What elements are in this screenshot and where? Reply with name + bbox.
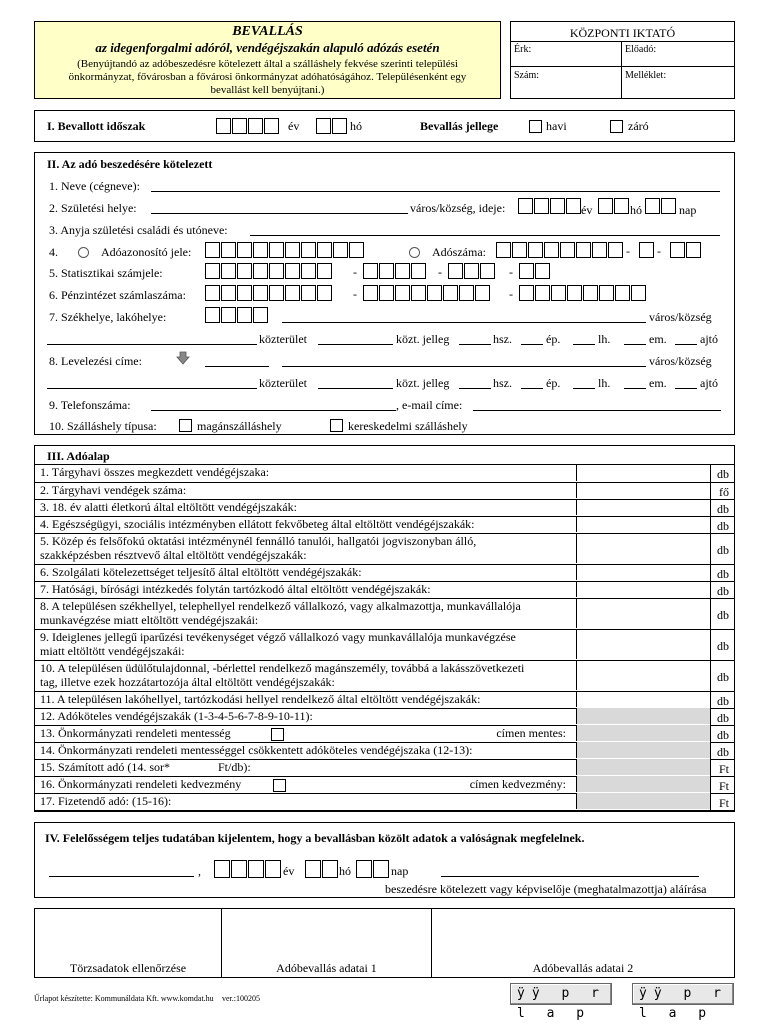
tax-base-row (35, 517, 734, 534)
seat-street-type-label: közt. jelleg (396, 332, 450, 346)
declaration-year-digit-4[interactable] (265, 860, 281, 878)
tax-base-unit: db (717, 519, 729, 533)
stat-dash-2: - (438, 265, 442, 279)
bank-digit-16[interactable] (475, 285, 490, 301)
seat-hsz-field[interactable] (459, 344, 491, 345)
tax-base-row-label-cont: tag, illetve ezek hozzátartozója által eltöltött vendégéjszakák: (40, 675, 335, 689)
birth-year-digit-3[interactable] (550, 198, 565, 214)
tax-id-digit-5[interactable] (269, 242, 284, 258)
tax-id-digit-6[interactable] (285, 242, 300, 258)
tax-base-row (35, 760, 734, 777)
stat-digit-3[interactable] (237, 263, 252, 279)
bank-digit-20[interactable] (567, 285, 582, 301)
tax-number-digit-11[interactable] (686, 242, 701, 258)
stat-digit-14[interactable] (464, 263, 479, 279)
tax-base-row-label: 7. Hatósági, bírósági intézkedés folytán tartózkodó által eltöltött vendégéjszakák: (40, 582, 431, 596)
section-2-heading: II. Az adó beszedésére kötelezett (47, 157, 213, 171)
tax-base-row-label: 6. Szolgálati kötelezettséget teljesítő által eltöltött vendégéjszakák: (40, 565, 362, 579)
period-label: I. Bevallott időszak (47, 119, 146, 133)
mail-city-field[interactable] (282, 366, 646, 367)
declaration-year-digit-2[interactable] (231, 860, 247, 878)
tax-base-unit: Ft (718, 762, 729, 776)
iktato-eloado: Előadó: (625, 44, 657, 55)
tax-base-unit: Ft (718, 779, 729, 793)
tax-base-row-label: 3. 18. év alatti életkorú által eltöltött vendégéjszakák: (40, 500, 297, 514)
email-field[interactable] (473, 410, 721, 411)
tax-base-unit: db (717, 745, 729, 759)
tax-base-unit: db (717, 607, 729, 622)
bank-digit-6[interactable] (285, 285, 300, 301)
birth-ho-label: hó (630, 203, 642, 217)
tax-base-row-label: 4. Egészségügyi, szociális intézményben ellátott fekvőbeteg által eltöltött vendégéjszakák: (40, 517, 475, 531)
birth-day-digit-1[interactable] (645, 198, 660, 214)
bank-digit-22[interactable] (599, 285, 614, 301)
tax-base-col-divider (710, 517, 711, 533)
form-note-3: bevallást kell benyújtani.) (210, 84, 325, 96)
tax-base-value-field[interactable] (576, 660, 710, 690)
tax-base-value-field[interactable] (576, 776, 710, 792)
bank-dash-1: - (353, 287, 357, 301)
mail-city-label: város/község (649, 354, 712, 368)
stat-dash-1: - (353, 265, 357, 279)
tax-base-row (35, 599, 734, 630)
row-4-number: 4. (49, 245, 58, 259)
tax-base-value-field[interactable] (576, 598, 710, 628)
seat-label: 7. Székhelye, lakóhelye: (49, 310, 167, 324)
email-label: , e-mail címe: (396, 398, 463, 412)
bank-digit-5[interactable] (269, 285, 284, 301)
seat-em-label: em. (649, 332, 667, 346)
tax-base-unit: fő (719, 485, 729, 499)
tax-base-unit: db (717, 728, 729, 742)
bank-digit-9[interactable] (363, 285, 378, 301)
mail-zip-field[interactable] (205, 366, 269, 367)
tax-number-digit-3[interactable] (528, 242, 543, 258)
tax-base-unit: Ft (718, 796, 729, 810)
mail-lh-label: lh. (598, 376, 611, 390)
tax-number-digit-6[interactable] (576, 242, 591, 258)
private-accommodation-label: magánszálláshely (197, 419, 282, 433)
tax-base-row-label: 11. A településen lakóhellyel, tartózkodási hellyel rendelkező által eltöltött vendégéjszakák: (40, 692, 481, 706)
tax-base-row-label: 5. Közép és felsőfokú oktatási intézménynél fennálló tanulói, hallgatói jogviszonyban álló, (40, 534, 477, 548)
tax-base-value-field[interactable] (576, 564, 710, 580)
declaration-year-digit-1[interactable] (214, 860, 230, 878)
stat-digit-13[interactable] (448, 263, 463, 279)
declaration-ho-label: hó (339, 864, 351, 878)
commercial-accommodation-checkbox[interactable] (330, 419, 343, 432)
tax-base-row (35, 709, 734, 726)
tax-base-unit: db (717, 638, 729, 653)
birth-month-digit-1[interactable] (598, 198, 613, 214)
tax-base-value-field[interactable] (576, 742, 710, 758)
bank-digit-3[interactable] (237, 285, 252, 301)
tax-base-row-label-cont: miatt eltöltött vendégéjszakái: (40, 644, 185, 658)
mail-ajto-label: ajtó (700, 376, 718, 390)
tax-number-digit-4[interactable] (544, 242, 559, 258)
bank-account-label: 6. Pénzintézet számlaszáma: (49, 288, 186, 302)
seat-street-field[interactable] (47, 344, 257, 345)
tax-base-value-field[interactable] (576, 708, 710, 724)
mail-street-label: közterület (259, 376, 307, 390)
iktato-szam: Szám: (514, 70, 539, 81)
tax-base-row-label: 1. Tárgyhavi összes megkezdett vendégéjszaka: (40, 465, 270, 479)
municipal-decree-checkbox[interactable] (273, 779, 286, 792)
return-type-label: Bevallás jellege (420, 119, 499, 133)
tax-base-unit: db (717, 542, 729, 557)
tax-base-value-field[interactable] (576, 464, 710, 481)
private-accommodation-checkbox[interactable] (179, 419, 192, 432)
bank-digit-15[interactable] (459, 285, 474, 301)
phone-label: 9. Telefonszáma: (49, 398, 131, 412)
birth-year-digit-2[interactable] (534, 198, 549, 214)
tax-base-col-divider (710, 565, 711, 581)
return-data-1-label: Adóbevallás adatai 1 (276, 961, 377, 975)
stat-digit-7[interactable] (301, 263, 316, 279)
stat-digit-12[interactable] (411, 263, 426, 279)
mail-street-type-label: közt. jelleg (396, 376, 450, 390)
tax-base-col-divider (710, 661, 711, 691)
tax-number-digit-1[interactable] (496, 242, 511, 258)
tax-base-row-label: 9. Ideiglenes jellegű iparűzési tevékenységet végző vállalkozó vagy munkavállalója munkavégzése (40, 630, 516, 644)
iktato-title: KÖZPONTI IKTATÓ (569, 26, 676, 40)
tax-base-row-label: 12. Adóköteles vendégéjszakák (1-3-4-5-6-7-8-9-10-11): (40, 709, 313, 723)
tax-number-digit-2[interactable] (512, 242, 527, 258)
seat-ajto-field[interactable] (675, 344, 697, 345)
tax-base-unit: db (717, 584, 729, 598)
bank-digit-19[interactable] (551, 285, 566, 301)
tax-base-value-field[interactable] (576, 581, 710, 597)
tax-base-value-field[interactable] (576, 516, 710, 532)
iktato-box (510, 21, 735, 99)
form-version: ver.:100205 (222, 994, 260, 1003)
mail-address-label: 8. Levelezési címe: (49, 354, 142, 368)
tax-base-row-label: 13. Önkormányzati rendeleti mentesség (40, 726, 231, 740)
bank-digit-10[interactable] (379, 285, 394, 301)
seat-lh-field[interactable] (573, 344, 595, 345)
tax-base-col-divider (710, 599, 711, 629)
stat-number-label: 5. Statisztikai számjele: (49, 266, 163, 280)
mail-hsz-label: hsz. (493, 376, 512, 390)
tax-number-label: Adószáma: (432, 245, 486, 259)
tax-id-digit-9[interactable] (333, 242, 348, 258)
birth-month-digit-2[interactable] (614, 198, 629, 214)
arrow-down-icon[interactable] (176, 351, 190, 365)
form-title: BEVALLÁS (232, 24, 303, 39)
tax-base-value-field[interactable] (576, 499, 710, 515)
tax-base-col-divider (710, 743, 711, 759)
period-year-digit-3[interactable] (248, 118, 263, 134)
tax-base-row (35, 794, 734, 811)
bank-digit-12[interactable] (411, 285, 426, 301)
period-year-digit-1[interactable] (216, 118, 231, 134)
tax-base-row-label: 17. Fizetendő adó: (15-16): (40, 794, 172, 808)
tax-id-radio[interactable] (78, 247, 89, 258)
declaration-month-digit-1[interactable] (305, 860, 321, 878)
tax-base-row (35, 465, 734, 483)
form-subtitle: az idegenforgalmi adóról, vendégéjszakán alapuló adózás esetén (95, 40, 440, 55)
tax-base-row (35, 565, 734, 582)
tax-base-value-field[interactable] (576, 482, 710, 498)
period-year-digit-2[interactable] (232, 118, 247, 134)
tax-base-row-extra: címen mentes: (496, 726, 566, 740)
tax-base-row-label: 16. Önkormányzati rendeleti kedvezmény (40, 777, 242, 791)
tax-id-digit-7[interactable] (301, 242, 316, 258)
tax-base-unit: db (717, 567, 729, 581)
tax-base-unit: db (717, 467, 729, 481)
mail-street-type-field[interactable] (318, 388, 393, 389)
bank-digit-17[interactable] (519, 285, 534, 301)
stat-digit-2[interactable] (221, 263, 236, 279)
tax-base-row (35, 692, 734, 709)
footer-box (34, 908, 735, 978)
bank-digit-23[interactable] (615, 285, 630, 301)
birthplace-field[interactable] (151, 213, 408, 214)
declaration-place-field[interactable] (49, 876, 194, 877)
tax-number-dash-2: - (657, 244, 661, 258)
tax-base-col-divider (710, 794, 711, 810)
stat-digit-16[interactable] (519, 263, 534, 279)
tax-base-row-label: 2. Tárgyhavi vendégek száma: (40, 483, 187, 497)
iktato-divider-h1 (511, 41, 734, 42)
tax-base-value-field[interactable] (576, 759, 710, 775)
tax-base-row-label: 10. A településen üdülőtulajdonnal, -bérlettel rendelkező magánszemély, továbbá a lakásszövetkezeti (40, 661, 525, 675)
tax-base-row (35, 661, 734, 692)
tax-base-row-extra: címen kedvezmény: (469, 777, 566, 791)
tax-base-col-divider (710, 582, 711, 598)
tax-base-row (35, 777, 734, 794)
birth-year-digit-1[interactable] (518, 198, 533, 214)
tax-base-row (35, 500, 734, 517)
iktato-divider-h2 (511, 66, 734, 67)
declaration-text: IV. Felelősségem teljes tudatában kijelentem, hogy a bevallásban közölt adatok a valóságnak megfelelnek. (45, 831, 585, 845)
birthdate-label: város/község, ideje: (410, 201, 506, 215)
mother-name-field[interactable] (250, 235, 720, 236)
declaration-year-digit-3[interactable] (248, 860, 264, 878)
birth-ev-label: év (581, 203, 593, 217)
period-ho-label: hó (350, 119, 362, 133)
mail-hsz-field[interactable] (459, 388, 491, 389)
seat-em-field[interactable] (624, 344, 646, 345)
tax-base-unit: db (717, 694, 729, 708)
accommodation-type-label: 10. Szálláshely típusa: (49, 419, 157, 433)
seat-ep-field[interactable] (521, 344, 543, 345)
declaration-ev-label: év (283, 864, 295, 878)
mail-ep-label: ép. (546, 376, 561, 390)
section-2 (34, 152, 735, 435)
tax-id-digit-3[interactable] (237, 242, 252, 258)
tax-base-row-label-cont: munkavégzése miatt eltöltött vendégéjszakái: (40, 613, 259, 627)
tax-base-row-label-cont: szakképzésben résztvevő által eltöltött vendégéjszakák: (40, 548, 307, 562)
form-credit: Űrlapot készítette: Kommunáldata Kft. www.komdat.hu (34, 994, 214, 1003)
mail-em-label: em. (649, 376, 667, 390)
declaration-day-digit-2[interactable] (373, 860, 389, 878)
form-note-1: (Benyújtandó az adóbeszedésre kötelezett által a szálláshely fekvése szerinti települési (77, 58, 458, 70)
seat-hsz-label: hsz. (493, 332, 512, 346)
bank-digit-7[interactable] (301, 285, 316, 301)
declaration-nap-label: nap (391, 864, 409, 878)
header-box (34, 21, 501, 99)
mail-street-field[interactable] (47, 388, 257, 389)
seat-ajto-label: ajtó (700, 332, 718, 346)
bank-dash-2: - (509, 287, 513, 301)
tax-base-col-divider (710, 465, 711, 482)
section-3-heading: III. Adóalap (47, 449, 110, 463)
tax-base-row-label: 14. Önkormányzati rendeleti mentességgel csökkentett adóköteles vendégéjszaka (12-13): (40, 743, 473, 757)
tax-id-digit-1[interactable] (205, 242, 220, 258)
stat-digit-11[interactable] (395, 263, 410, 279)
tax-base-col-divider (710, 760, 711, 776)
new-form-button-2[interactable]: ÿÿ p r l a p (632, 983, 734, 1005)
seat-city-field[interactable] (282, 322, 646, 323)
tax-base-row (35, 743, 734, 760)
tax-base-row-label: 15. Számított adó (14. sor* (40, 760, 170, 774)
tax-id-digit-10[interactable] (349, 242, 364, 258)
bank-digit-8[interactable] (317, 285, 332, 301)
period-month-digit-1[interactable] (316, 118, 331, 134)
tax-number-digit-8[interactable] (608, 242, 623, 258)
period-month-digit-2[interactable] (332, 118, 347, 134)
tax-base-row (35, 483, 734, 500)
tax-base-value-field[interactable] (576, 725, 710, 741)
tax-base-col-divider (710, 534, 711, 564)
seat-zip-digit-1[interactable] (205, 307, 220, 323)
tax-base-col-divider (710, 630, 711, 660)
tax-id-label: Adóazonosító jele: (101, 245, 192, 259)
seat-street-label: közterület (259, 332, 307, 346)
birthplace-label: 2. Születési helye: (49, 201, 137, 215)
tax-id-digit-2[interactable] (221, 242, 236, 258)
stat-digit-4[interactable] (253, 263, 268, 279)
tax-base-unit: db (717, 711, 729, 725)
stat-digit-10[interactable] (379, 263, 394, 279)
seat-street-type-field[interactable] (318, 344, 393, 345)
section-3 (34, 445, 735, 812)
tax-base-row (35, 726, 734, 743)
mail-em-field[interactable] (624, 388, 646, 389)
mail-lh-field[interactable] (573, 388, 595, 389)
tax-base-col-divider (710, 777, 711, 793)
phone-field[interactable] (151, 410, 396, 411)
bank-digit-4[interactable] (253, 285, 268, 301)
stat-digit-5[interactable] (269, 263, 284, 279)
seat-zip-digit-3[interactable] (237, 307, 252, 323)
iktato-divider-v (621, 41, 622, 98)
seat-lh-label: lh. (598, 332, 611, 346)
bank-digit-24[interactable] (631, 285, 646, 301)
tax-base-col-divider (710, 726, 711, 742)
mother-name-label: 3. Anyja születési családi és utóneve: (49, 223, 228, 237)
seat-zip-digit-4[interactable] (253, 307, 268, 323)
tax-base-row-label: 8. A településen székhellyel, telephellyel rendelkező vállalkozó, vagy alkalmazottja, munkavállalója (40, 599, 521, 613)
return-data-2-label: Adóbevallás adatai 2 (532, 961, 634, 975)
stat-digit-9[interactable] (363, 263, 378, 279)
tax-base-value-field[interactable] (576, 533, 710, 563)
section-4 (34, 822, 735, 898)
bank-digit-1[interactable] (205, 285, 220, 301)
stat-dash-3: - (509, 265, 513, 279)
declaration-day-digit-1[interactable] (356, 860, 372, 878)
tax-base-row (35, 582, 734, 599)
bank-digit-13[interactable] (427, 285, 442, 301)
tax-base-col-divider (710, 692, 711, 708)
signature-caption: beszedésre kötelezett vagy képviselője (meghatalmazottja) aláírása (385, 882, 707, 896)
stat-digit-8[interactable] (317, 263, 332, 279)
tax-base-col-divider (710, 709, 711, 725)
master-data-check-label: Törzsadatok ellenőrzése (69, 961, 187, 975)
tax-base-value-field[interactable] (576, 629, 710, 659)
birth-nap-label: nap (679, 203, 697, 217)
declaration-month-digit-2[interactable] (322, 860, 338, 878)
bank-digit-18[interactable] (535, 285, 550, 301)
mail-ajto-field[interactable] (675, 388, 697, 389)
zaro-label: záró (628, 119, 649, 133)
municipal-decree-checkbox[interactable] (271, 728, 284, 741)
tax-number-radio[interactable] (409, 247, 420, 258)
mail-ep-field[interactable] (521, 388, 543, 389)
bank-digit-2[interactable] (221, 285, 236, 301)
tax-base-unit: db (717, 502, 729, 516)
stat-digit-15[interactable] (480, 263, 495, 279)
tax-number-digit-9[interactable] (639, 242, 654, 258)
tax-number-digit-5[interactable] (560, 242, 575, 258)
tax-base-value-field[interactable] (576, 793, 710, 809)
declaration-comma: , (198, 864, 201, 878)
tax-base-unit: db (717, 669, 729, 684)
birth-day-digit-2[interactable] (661, 198, 676, 214)
bank-digit-14[interactable] (443, 285, 458, 301)
section-1 (34, 110, 735, 142)
seat-city-label: város/község (649, 310, 712, 324)
seat-zip-digit-2[interactable] (221, 307, 236, 323)
seat-ep-label: ép. (546, 332, 561, 346)
stat-digit-1[interactable] (205, 263, 220, 279)
new-form-button-1[interactable]: ÿÿ p r l a p (510, 983, 612, 1005)
tax-base-row (35, 630, 734, 661)
form-note-2: önkormányzat, fővárosban a fővárosi önkormányzat adóhatóságához. Településenként egy (68, 71, 467, 83)
period-ev-label: év (288, 119, 300, 133)
tax-rate-suffix: Ft/db): (218, 760, 251, 774)
iktato-melleklet: Melléklet: (625, 70, 667, 81)
tax-id-digit-8[interactable] (317, 242, 332, 258)
birth-year-digit-4[interactable] (566, 198, 581, 214)
name-field[interactable] (151, 191, 720, 192)
signature-field[interactable] (441, 876, 699, 877)
tax-number-digit-10[interactable] (670, 242, 685, 258)
name-label: 1. Neve (cégneve): (49, 179, 140, 193)
tax-base-row (35, 534, 734, 565)
stat-digit-17[interactable] (535, 263, 550, 279)
iktato-erk: Érk: (514, 44, 532, 55)
tax-base-value-field[interactable] (576, 691, 710, 707)
tax-number-digit-7[interactable] (592, 242, 607, 258)
period-year-digit-4[interactable] (264, 118, 279, 134)
tax-id-digit-4[interactable] (253, 242, 268, 258)
havi-checkbox[interactable] (529, 120, 542, 133)
stat-digit-6[interactable] (285, 263, 300, 279)
bank-digit-11[interactable] (395, 285, 410, 301)
commercial-accommodation-label: kereskedelmi szálláshely (348, 419, 468, 433)
tax-base-col-divider (710, 500, 711, 516)
havi-label: havi (546, 119, 567, 133)
bank-digit-21[interactable] (583, 285, 598, 301)
tax-base-table (35, 464, 734, 811)
tax-number-dash-1: - (626, 244, 630, 258)
tax-base-col-divider (710, 483, 711, 499)
zaro-checkbox[interactable] (610, 120, 623, 133)
